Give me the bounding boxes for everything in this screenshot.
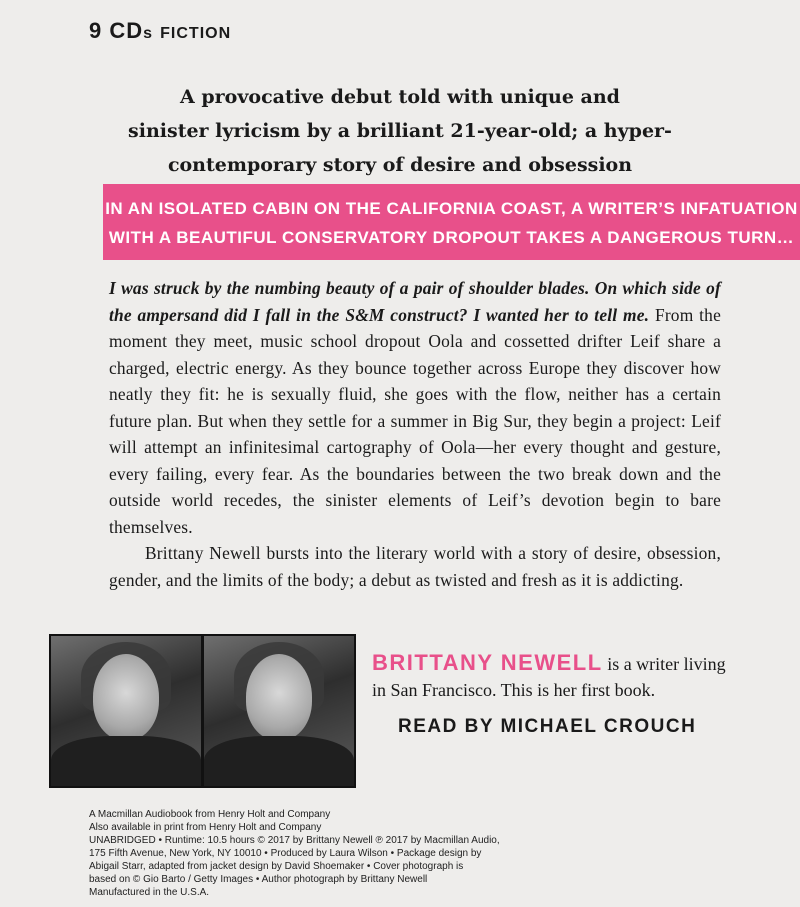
headline [80, 80, 720, 182]
author-name: BRITTANY NEWELL [372, 650, 603, 675]
author-bio-line-1: is a writer living [602, 654, 726, 674]
author-bio [372, 650, 726, 703]
credit-line: 175 Fifth Avenue, New York, NY 10010 • Produced by Laura Wilson • Package design by [89, 848, 482, 859]
cd-count: 9 CD [89, 18, 144, 43]
credit-line: A Macmillan Audiobook from Henry Holt and Company [89, 809, 331, 820]
credit-line: UNABRIDGED • Runtime: 10.5 hours © 2017 by Brittany Newell ℗ 2017 by Macmillan Audio, [89, 835, 500, 846]
photo-shoulders [204, 736, 354, 788]
description-paragraph-2: Brittany Newell bursts into the literary world with a story of desire, obsession, gender, and the limits of the body; a debut as twisted and fresh as it is addicting. [109, 543, 721, 590]
description-text-1: From the moment they meet, music school dropout Oola and cossetted drifter Leif share a charged, electric energy. As they bounce together across Europe they discover how neatly they fit: he is sexually fluid, she goes with the flow, neither has a certain future plan. But when they settle for a summer in Big Sur, they begin a project: Leif will attempt an infinitesimal cartography of Oola—her every thought and gesture, every failing, every fear. As the boundaries between the two break down and the outside world recedes, the sinister elements of Leif’s devotion begin to bare themselves. [109, 304, 721, 537]
description [109, 275, 721, 593]
banner-line-2: WITH A BEAUTIFUL CONSERVATORY DROPOUT TAKES A DANGEROUS TURN… [108, 228, 795, 247]
cd-count-label [89, 18, 231, 44]
publisher-credits [89, 808, 709, 899]
author-photo-left [49, 634, 203, 788]
description-paragraph-1 [109, 275, 721, 540]
genre-label: FICTION [160, 25, 232, 42]
headline-line-2: sinister lyricism by a brilliant 21-year-old; a hyper- [128, 120, 672, 142]
narrator-credit: READ BY MICHAEL CROUCH [398, 716, 697, 737]
author-bio-line-2: in San Francisco. This is her first book. [372, 680, 656, 700]
photo-face [246, 654, 312, 740]
credit-line: based on © Gio Barto / Getty Images • Author photograph by Brittany Newell [89, 874, 428, 885]
credit-line: Abigail Starr, adapted from jacket design by David Shoemaker • Cover photograph is [89, 861, 464, 872]
banner-line-1: IN AN ISOLATED CABIN ON THE CALIFORNIA COAST, A WRITER’S INFATUATION [105, 199, 798, 218]
headline-line-1: A provocative debut told with unique and [180, 86, 620, 108]
pink-banner [103, 184, 800, 260]
credit-line: Manufactured in the U.S.A. [89, 887, 210, 898]
cd-suffix: s [143, 25, 154, 42]
opening-quote: I was struck by the numbing beauty of a pair of shoulder blades. On which side of the ampersand did I fall in the S&M construct? I wanted her to tell me. [109, 278, 721, 325]
headline-line-3: contemporary story of desire and obsession [167, 154, 633, 176]
photo-shoulders [51, 736, 201, 788]
credit-line: Also available in print from Henry Holt and Company [89, 822, 322, 833]
photo-face [93, 654, 159, 740]
author-photo-right [202, 634, 356, 788]
